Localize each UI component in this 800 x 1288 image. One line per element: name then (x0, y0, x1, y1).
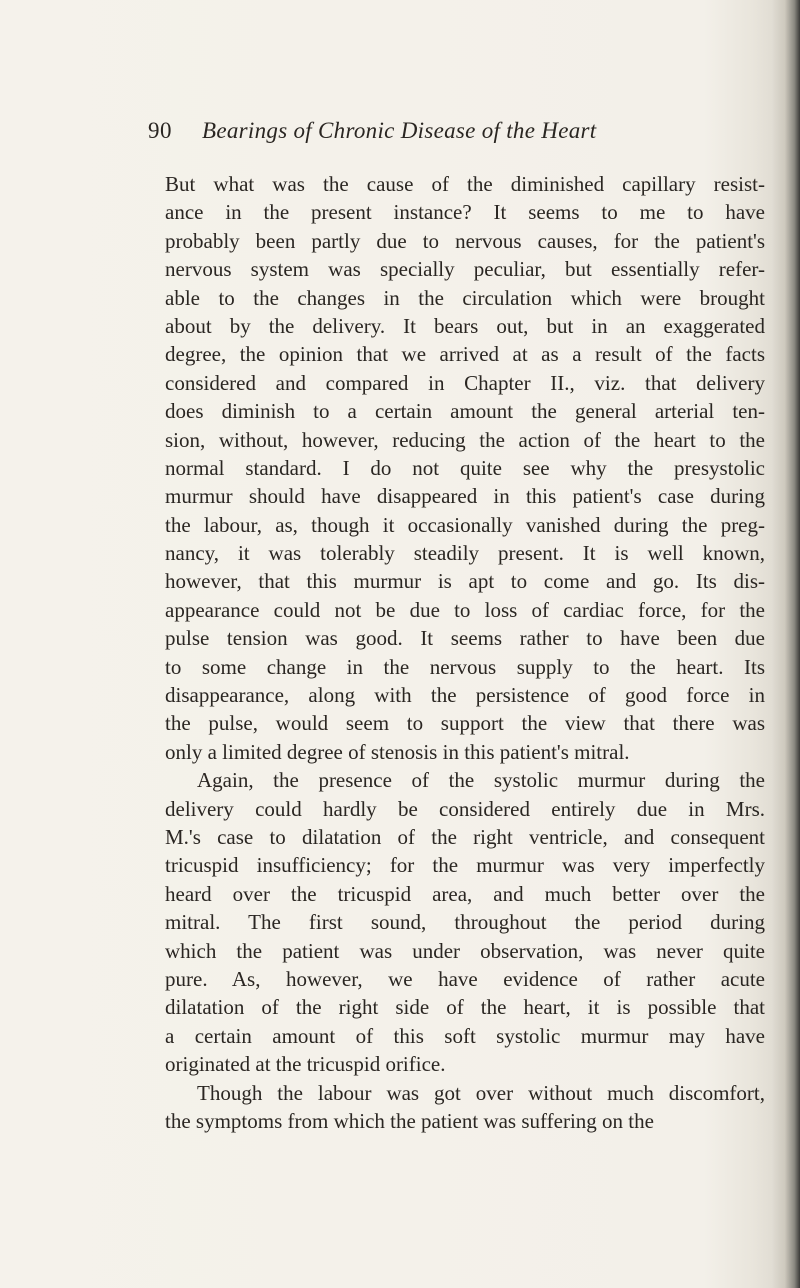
text-line: considered and compared in Chapter II., viz. that delivery (165, 370, 765, 395)
text-line: ance in the present instance? It seems to me to have (165, 200, 765, 225)
text-line: delivery could hardly be considered entirely due in Mrs. (165, 796, 765, 821)
paragraph (165, 1079, 765, 1136)
text-line: Again, the presence of the systolic murmur during the (197, 768, 765, 793)
text-line: mitral. The first sound, throughout the period during (165, 910, 765, 935)
text-line: pulse tension was good. It seems rather to have been due (165, 626, 765, 651)
running-title: Bearings of Chronic Disease of the Heart (202, 118, 597, 143)
text-line: however, that this murmur is apt to come and go. Its dis- (165, 569, 765, 594)
text-line: tricuspid insufficiency; for the murmur was very imperfectly (165, 853, 765, 878)
text-line: the labour, as, though it occasionally vanished during the preg- (165, 512, 765, 537)
text-line: M.'s case to dilatation of the right ventricle, and consequent (165, 824, 765, 849)
page-binding-edge (772, 0, 800, 1288)
text-line: the pulse, would seem to support the view that there was (165, 711, 765, 736)
text-line: sion, without, however, reducing the action of the heart to the (165, 427, 765, 452)
text-line: nancy, it was tolerably steadily present. It is well known, (165, 541, 765, 566)
text-line: only a limited degree of stenosis in this patient's mitral. (165, 739, 630, 764)
text-line: originated at the tricuspid orifice. (165, 1052, 446, 1077)
text-line: But what was the cause of the diminished capillary resist- (165, 172, 765, 196)
body-text (165, 170, 765, 1135)
text-line: nervous system was specially peculiar, but essentially refer- (165, 257, 765, 282)
text-line: appearance could not be due to loss of cardiac force, for the (165, 597, 765, 622)
text-line: about by the delivery. It bears out, but in an exaggerated (165, 313, 765, 338)
text-line: disappearance, along with the persistence of good force in (165, 683, 765, 708)
page-number: 90 (148, 118, 172, 143)
text-line: Though the labour was got over without much discomfort, (197, 1080, 765, 1105)
running-head (148, 118, 768, 152)
text-line: to some change in the nervous supply to the heart. Its (165, 654, 765, 679)
paragraph (165, 766, 765, 1078)
paragraph (165, 170, 765, 766)
text-line: dilatation of the right side of the heart, it is possible that (165, 995, 765, 1020)
text-line: normal standard. I do not quite see why the presystolic (165, 455, 765, 480)
text-line: pure. As, however, we have evidence of rather acute (165, 966, 765, 991)
text-line: does diminish to a certain amount the general arterial ten- (165, 399, 765, 424)
text-line: able to the changes in the circulation which were brought (165, 285, 765, 310)
text-line: a certain amount of this soft systolic murmur may have (165, 1023, 765, 1048)
text-line: degree, the opinion that we arrived at as a result of the facts (165, 342, 765, 367)
text-line: heard over the tricuspid area, and much better over the (165, 881, 765, 906)
text-line: which the patient was under observation, was never quite (165, 938, 765, 963)
text-line: the symptoms from which the patient was suffering on the (165, 1108, 654, 1133)
text-line: murmur should have disappeared in this patient's case during (165, 484, 765, 509)
text-line: probably been partly due to nervous causes, for the patient's (165, 228, 765, 253)
